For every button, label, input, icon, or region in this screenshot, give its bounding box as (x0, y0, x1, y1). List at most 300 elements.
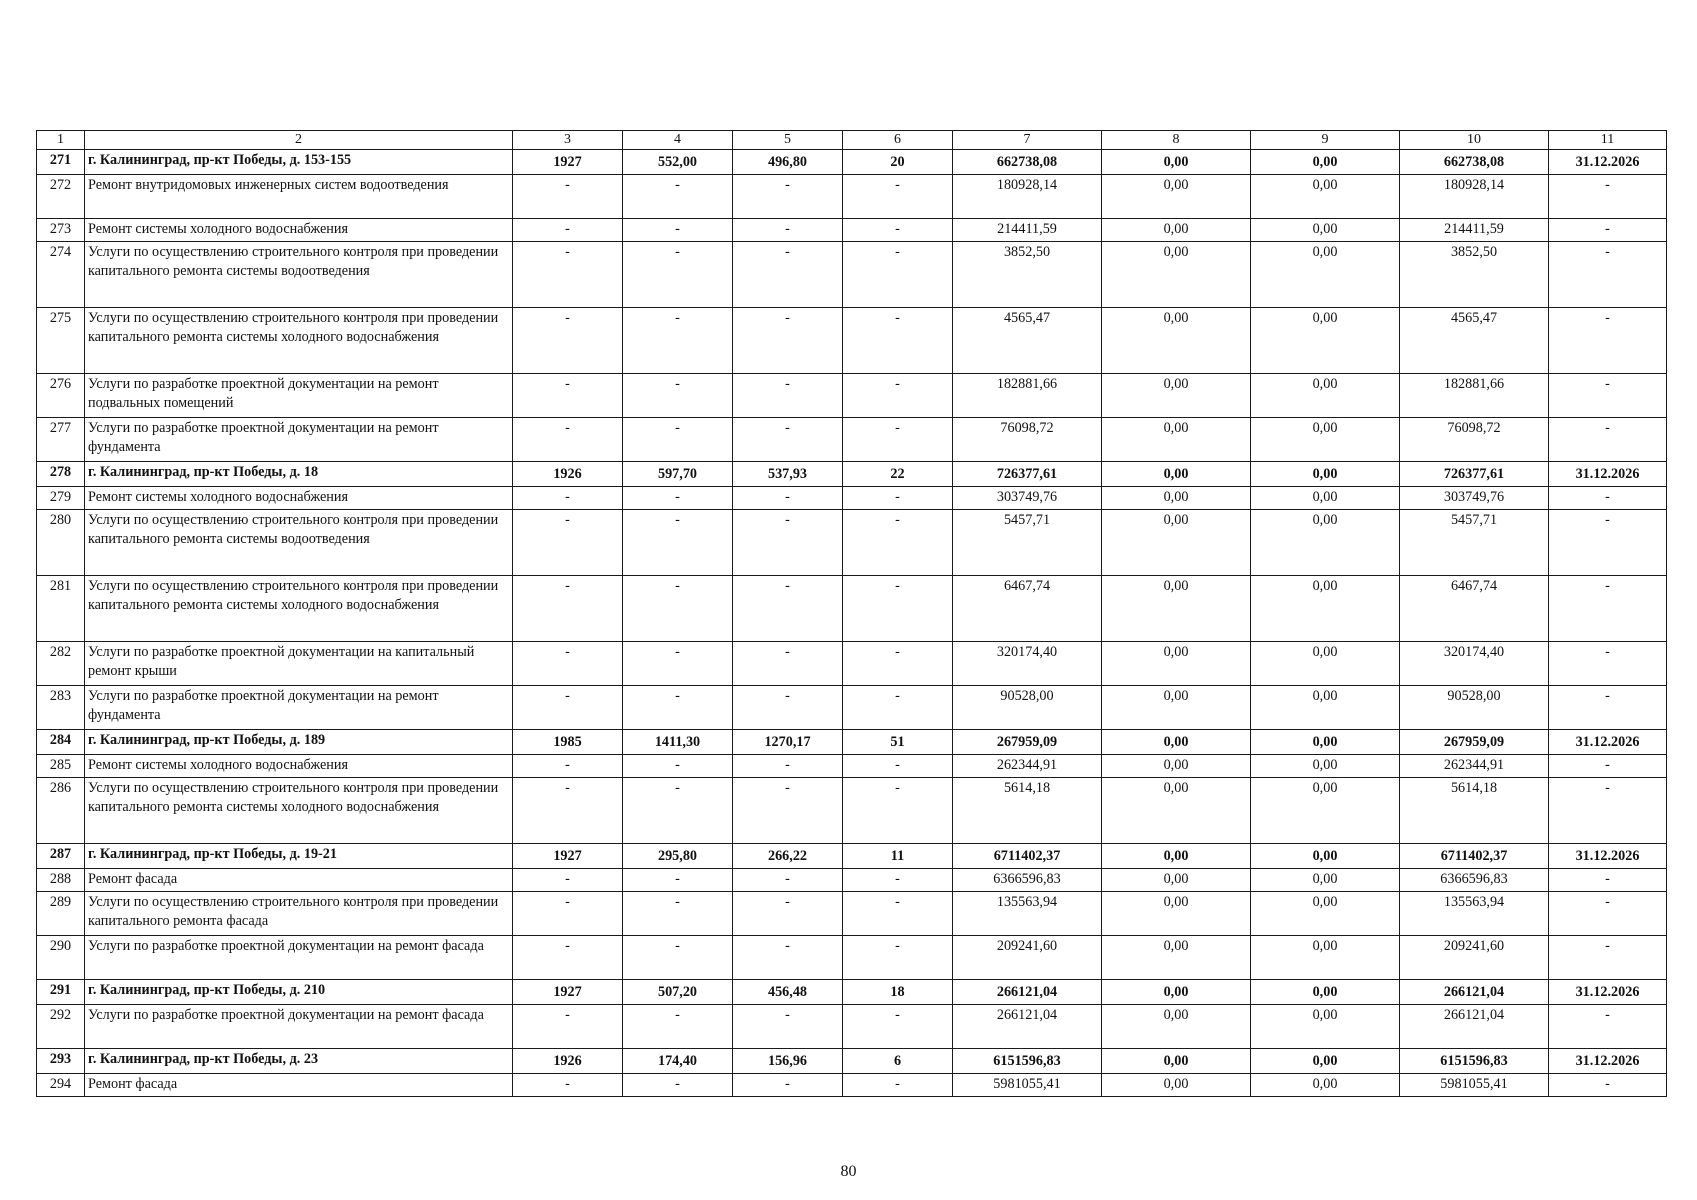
value-cell: - (1549, 487, 1667, 510)
value-cell: - (843, 510, 953, 576)
table-body (37, 150, 1667, 1097)
value-cell: - (843, 936, 953, 980)
column-header: 3 (513, 131, 623, 150)
row-number-cell: 278 (37, 462, 85, 487)
value-cell: 0,00 (1251, 510, 1400, 576)
value-cell: - (623, 175, 733, 219)
value-cell: - (623, 778, 733, 844)
value-cell: 0,00 (1251, 936, 1400, 980)
value-cell: 0,00 (1102, 576, 1251, 642)
value-cell: - (1549, 374, 1667, 418)
value-cell: - (623, 892, 733, 936)
value-cell: - (843, 1074, 953, 1097)
work-row (37, 642, 1667, 686)
value-cell: 552,00 (623, 150, 733, 175)
value-cell: - (513, 219, 623, 242)
address-row (37, 730, 1667, 755)
value-cell: - (843, 892, 953, 936)
description-cell: Ремонт системы холодного водоснабжения (85, 487, 513, 510)
column-header: 2 (85, 131, 513, 150)
value-cell: - (733, 892, 843, 936)
value-cell: 0,00 (1251, 892, 1400, 936)
description-cell: Услуги по разработке проектной документации на ремонт фундамента (85, 418, 513, 462)
row-number-cell: 276 (37, 374, 85, 418)
value-cell: 0,00 (1102, 219, 1251, 242)
value-cell: 4565,47 (1400, 308, 1549, 374)
value-cell: 1926 (513, 462, 623, 487)
value-cell: 0,00 (1251, 642, 1400, 686)
repair-register-table (36, 130, 1667, 1097)
description-cell: Услуги по осуществлению строительного контроля при проведении капитального ремонта системы холодного водоснабжения (85, 308, 513, 374)
description-cell: Услуги по осуществлению строительного контроля при проведении капитального ремонта системы водоотведения (85, 510, 513, 576)
work-row (37, 510, 1667, 576)
value-cell: 5457,71 (953, 510, 1102, 576)
description-cell: Услуги по осуществлению строительного контроля при проведении капитального ремонта фасада (85, 892, 513, 936)
value-cell: 0,00 (1102, 1074, 1251, 1097)
value-cell: 0,00 (1251, 686, 1400, 730)
value-cell: - (733, 308, 843, 374)
value-cell: 22 (843, 462, 953, 487)
description-cell: Услуги по разработке проектной документации на ремонт подвальных помещений (85, 374, 513, 418)
value-cell: - (843, 755, 953, 778)
value-cell: 1926 (513, 1049, 623, 1074)
value-cell: 262344,91 (953, 755, 1102, 778)
row-number-cell: 294 (37, 1074, 85, 1097)
value-cell: 303749,76 (1400, 487, 1549, 510)
value-cell: 3852,50 (1400, 242, 1549, 308)
value-cell: - (733, 487, 843, 510)
value-cell: - (623, 487, 733, 510)
value-cell: - (513, 1005, 623, 1049)
row-number-cell: 292 (37, 1005, 85, 1049)
value-cell: - (843, 308, 953, 374)
value-cell: - (1549, 308, 1667, 374)
value-cell: 0,00 (1102, 418, 1251, 462)
description-cell: Услуги по разработке проектной документации на ремонт фундамента (85, 686, 513, 730)
value-cell: 662738,08 (953, 150, 1102, 175)
value-cell: 0,00 (1251, 242, 1400, 308)
address-row (37, 150, 1667, 175)
value-cell: 0,00 (1102, 242, 1251, 308)
description-cell: г. Калининград, пр-кт Победы, д. 19-21 (85, 844, 513, 869)
row-number-cell: 288 (37, 869, 85, 892)
value-cell: 209241,60 (953, 936, 1102, 980)
value-cell: - (733, 242, 843, 308)
value-cell: 182881,66 (1400, 374, 1549, 418)
row-number-cell: 283 (37, 686, 85, 730)
value-cell: 90528,00 (953, 686, 1102, 730)
value-cell: 6366596,83 (1400, 869, 1549, 892)
value-cell: 0,00 (1102, 686, 1251, 730)
column-header: 1 (37, 131, 85, 150)
value-cell: - (513, 175, 623, 219)
value-cell: - (1549, 936, 1667, 980)
column-header: 5 (733, 131, 843, 150)
value-cell: 5457,71 (1400, 510, 1549, 576)
value-cell: 0,00 (1251, 1005, 1400, 1049)
row-number-cell: 280 (37, 510, 85, 576)
value-cell: 31.12.2026 (1549, 844, 1667, 869)
register-table-sheet (36, 130, 1666, 1097)
value-cell: 6366596,83 (953, 869, 1102, 892)
value-cell: 0,00 (1102, 642, 1251, 686)
description-cell: г. Калининград, пр-кт Победы, д. 23 (85, 1049, 513, 1074)
value-cell: - (623, 242, 733, 308)
value-cell: - (513, 242, 623, 308)
value-cell: 11 (843, 844, 953, 869)
description-cell: Ремонт фасада (85, 1074, 513, 1097)
address-row (37, 844, 1667, 869)
value-cell: - (623, 418, 733, 462)
value-cell: 3852,50 (953, 242, 1102, 308)
value-cell: - (623, 642, 733, 686)
column-number-row (37, 131, 1667, 150)
value-cell: 214411,59 (1400, 219, 1549, 242)
work-row (37, 892, 1667, 936)
value-cell: 209241,60 (1400, 936, 1549, 980)
work-row (37, 576, 1667, 642)
work-row (37, 869, 1667, 892)
value-cell: 4565,47 (953, 308, 1102, 374)
row-number-cell: 271 (37, 150, 85, 175)
value-cell: - (1549, 1005, 1667, 1049)
value-cell: - (513, 869, 623, 892)
description-cell: Услуги по осуществлению строительного контроля при проведении капитального ремонта системы холодного водоснабжения (85, 778, 513, 844)
value-cell: - (513, 642, 623, 686)
value-cell: 295,80 (623, 844, 733, 869)
value-cell: 214411,59 (953, 219, 1102, 242)
row-number-cell: 273 (37, 219, 85, 242)
value-cell: 0,00 (1102, 175, 1251, 219)
value-cell: 31.12.2026 (1549, 730, 1667, 755)
value-cell: 5614,18 (953, 778, 1102, 844)
value-cell: 0,00 (1251, 418, 1400, 462)
description-cell: г. Калининград, пр-кт Победы, д. 189 (85, 730, 513, 755)
value-cell: - (733, 936, 843, 980)
value-cell: 0,00 (1251, 576, 1400, 642)
row-number-cell: 287 (37, 844, 85, 869)
value-cell: - (843, 869, 953, 892)
column-header: 6 (843, 131, 953, 150)
value-cell: 180928,14 (953, 175, 1102, 219)
value-cell: - (843, 418, 953, 462)
row-number-cell: 289 (37, 892, 85, 936)
value-cell: - (1549, 1074, 1667, 1097)
value-cell: 267959,09 (953, 730, 1102, 755)
value-cell: - (843, 219, 953, 242)
work-row (37, 219, 1667, 242)
column-header: 4 (623, 131, 733, 150)
row-number-cell: 279 (37, 487, 85, 510)
value-cell: 266121,04 (953, 980, 1102, 1005)
value-cell: - (513, 892, 623, 936)
value-cell: 90528,00 (1400, 686, 1549, 730)
description-cell: Ремонт системы холодного водоснабжения (85, 219, 513, 242)
value-cell: 0,00 (1251, 730, 1400, 755)
value-cell: 0,00 (1102, 778, 1251, 844)
value-cell: 267959,09 (1400, 730, 1549, 755)
value-cell: 31.12.2026 (1549, 462, 1667, 487)
value-cell: - (733, 686, 843, 730)
column-header: 9 (1251, 131, 1400, 150)
value-cell: 0,00 (1102, 374, 1251, 418)
value-cell: 0,00 (1102, 150, 1251, 175)
value-cell: 303749,76 (953, 487, 1102, 510)
value-cell: 537,93 (733, 462, 843, 487)
value-cell: 5614,18 (1400, 778, 1549, 844)
value-cell: 0,00 (1102, 869, 1251, 892)
value-cell: 135563,94 (1400, 892, 1549, 936)
value-cell: - (733, 642, 843, 686)
description-cell: г. Калининград, пр-кт Победы, д. 210 (85, 980, 513, 1005)
description-cell: г. Калининград, пр-кт Победы, д. 18 (85, 462, 513, 487)
value-cell: - (1549, 219, 1667, 242)
value-cell: - (623, 1005, 733, 1049)
column-header: 11 (1549, 131, 1667, 150)
value-cell: 0,00 (1102, 487, 1251, 510)
value-cell: 6 (843, 1049, 953, 1074)
value-cell: 1927 (513, 150, 623, 175)
value-cell: - (513, 576, 623, 642)
work-row (37, 686, 1667, 730)
value-cell: 0,00 (1251, 487, 1400, 510)
value-cell: 1985 (513, 730, 623, 755)
row-number-cell: 281 (37, 576, 85, 642)
value-cell: 266121,04 (1400, 980, 1549, 1005)
value-cell: 5981055,41 (953, 1074, 1102, 1097)
value-cell: 597,70 (623, 462, 733, 487)
value-cell: - (513, 418, 623, 462)
row-number-cell: 285 (37, 755, 85, 778)
row-number-cell: 291 (37, 980, 85, 1005)
value-cell: - (1549, 869, 1667, 892)
value-cell: 0,00 (1102, 1005, 1251, 1049)
work-row (37, 308, 1667, 374)
value-cell: - (843, 576, 953, 642)
value-cell: 31.12.2026 (1549, 150, 1667, 175)
value-cell: 0,00 (1251, 150, 1400, 175)
value-cell: - (1549, 576, 1667, 642)
value-cell: 6467,74 (1400, 576, 1549, 642)
value-cell: - (513, 374, 623, 418)
work-row (37, 418, 1667, 462)
value-cell: - (1549, 755, 1667, 778)
value-cell: - (623, 869, 733, 892)
work-row (37, 175, 1667, 219)
work-row (37, 242, 1667, 308)
description-cell: г. Калининград, пр-кт Победы, д. 153-155 (85, 150, 513, 175)
value-cell: - (623, 219, 733, 242)
value-cell: 31.12.2026 (1549, 1049, 1667, 1074)
value-cell: 76098,72 (953, 418, 1102, 462)
value-cell: 726377,61 (1400, 462, 1549, 487)
value-cell: 6151596,83 (1400, 1049, 1549, 1074)
value-cell: - (733, 1074, 843, 1097)
value-cell: 6711402,37 (1400, 844, 1549, 869)
value-cell: - (513, 755, 623, 778)
value-cell: 0,00 (1102, 308, 1251, 374)
value-cell: 76098,72 (1400, 418, 1549, 462)
value-cell: 320174,40 (953, 642, 1102, 686)
value-cell: 0,00 (1251, 462, 1400, 487)
row-number-cell: 286 (37, 778, 85, 844)
row-number-cell: 282 (37, 642, 85, 686)
address-row (37, 1049, 1667, 1074)
value-cell: - (623, 308, 733, 374)
page-number: 80 (840, 1163, 857, 1180)
value-cell: 51 (843, 730, 953, 755)
value-cell: - (733, 576, 843, 642)
description-cell: Услуги по разработке проектной документации на ремонт фасада (85, 1005, 513, 1049)
value-cell: - (513, 686, 623, 730)
value-cell: - (623, 1074, 733, 1097)
value-cell: - (733, 374, 843, 418)
table-header (37, 131, 1667, 150)
value-cell: - (733, 219, 843, 242)
work-row (37, 487, 1667, 510)
value-cell: - (843, 686, 953, 730)
column-header: 8 (1102, 131, 1251, 150)
value-cell: - (513, 308, 623, 374)
value-cell: - (1549, 642, 1667, 686)
row-number-cell: 274 (37, 242, 85, 308)
value-cell: - (623, 576, 733, 642)
value-cell: - (733, 869, 843, 892)
value-cell: 0,00 (1102, 892, 1251, 936)
address-row (37, 980, 1667, 1005)
description-cell: Ремонт системы холодного водоснабжения (85, 755, 513, 778)
value-cell: 31.12.2026 (1549, 980, 1667, 1005)
value-cell: - (843, 642, 953, 686)
value-cell: 0,00 (1102, 844, 1251, 869)
value-cell: 262344,91 (1400, 755, 1549, 778)
value-cell: 0,00 (1102, 510, 1251, 576)
work-row (37, 755, 1667, 778)
value-cell: 0,00 (1251, 980, 1400, 1005)
value-cell: 182881,66 (953, 374, 1102, 418)
value-cell: - (843, 778, 953, 844)
value-cell: - (513, 1074, 623, 1097)
value-cell: 180928,14 (1400, 175, 1549, 219)
row-number-cell: 284 (37, 730, 85, 755)
value-cell: 662738,08 (1400, 150, 1549, 175)
value-cell: 135563,94 (953, 892, 1102, 936)
work-row (37, 1005, 1667, 1049)
value-cell: - (733, 778, 843, 844)
value-cell: - (733, 1005, 843, 1049)
value-cell: - (623, 755, 733, 778)
value-cell: - (1549, 242, 1667, 308)
column-header: 7 (953, 131, 1102, 150)
value-cell: 0,00 (1251, 374, 1400, 418)
value-cell: 0,00 (1251, 308, 1400, 374)
value-cell: 0,00 (1251, 175, 1400, 219)
value-cell: - (623, 374, 733, 418)
value-cell: 0,00 (1251, 778, 1400, 844)
value-cell: 174,40 (623, 1049, 733, 1074)
value-cell: 0,00 (1102, 936, 1251, 980)
value-cell: - (1549, 686, 1667, 730)
value-cell: - (843, 487, 953, 510)
value-cell: 1927 (513, 844, 623, 869)
value-cell: - (733, 175, 843, 219)
value-cell: - (623, 936, 733, 980)
description-cell: Услуги по осуществлению строительного контроля при проведении капитального ремонта системы водоотведения (85, 242, 513, 308)
value-cell: 507,20 (623, 980, 733, 1005)
value-cell: 6151596,83 (953, 1049, 1102, 1074)
value-cell: 6467,74 (953, 576, 1102, 642)
address-row (37, 462, 1667, 487)
value-cell: 0,00 (1102, 980, 1251, 1005)
value-cell: - (513, 487, 623, 510)
value-cell: 266121,04 (953, 1005, 1102, 1049)
work-row (37, 778, 1667, 844)
row-number-cell: 277 (37, 418, 85, 462)
value-cell: - (513, 510, 623, 576)
description-cell: Ремонт внутридомовых инженерных систем водоотведения (85, 175, 513, 219)
value-cell: 496,80 (733, 150, 843, 175)
value-cell: - (733, 510, 843, 576)
value-cell: 266,22 (733, 844, 843, 869)
row-number-cell: 293 (37, 1049, 85, 1074)
value-cell: 18 (843, 980, 953, 1005)
value-cell: - (733, 418, 843, 462)
value-cell: 0,00 (1102, 730, 1251, 755)
value-cell: 20 (843, 150, 953, 175)
description-cell: Услуги по осуществлению строительного контроля при проведении капитального ремонта системы холодного водоснабжения (85, 576, 513, 642)
description-cell: Услуги по разработке проектной документации на ремонт фасада (85, 936, 513, 980)
value-cell: 6711402,37 (953, 844, 1102, 869)
value-cell: 456,48 (733, 980, 843, 1005)
description-cell: Услуги по разработке проектной документации на капитальный ремонт крыши (85, 642, 513, 686)
row-number-cell: 290 (37, 936, 85, 980)
value-cell: - (1549, 892, 1667, 936)
value-cell: 0,00 (1102, 755, 1251, 778)
value-cell: 266121,04 (1400, 1005, 1549, 1049)
value-cell: 0,00 (1251, 219, 1400, 242)
value-cell: 0,00 (1251, 1074, 1400, 1097)
description-cell: Ремонт фасада (85, 869, 513, 892)
value-cell: - (1549, 175, 1667, 219)
value-cell: 0,00 (1251, 844, 1400, 869)
value-cell: 0,00 (1251, 755, 1400, 778)
value-cell: - (623, 686, 733, 730)
value-cell: - (843, 374, 953, 418)
value-cell: 726377,61 (953, 462, 1102, 487)
value-cell: - (623, 510, 733, 576)
value-cell: 1411,30 (623, 730, 733, 755)
value-cell: - (1549, 778, 1667, 844)
work-row (37, 1074, 1667, 1097)
value-cell: - (843, 175, 953, 219)
value-cell: 5981055,41 (1400, 1074, 1549, 1097)
value-cell: 1270,17 (733, 730, 843, 755)
value-cell: 0,00 (1251, 1049, 1400, 1074)
work-row (37, 374, 1667, 418)
value-cell: - (1549, 510, 1667, 576)
value-cell: 0,00 (1102, 462, 1251, 487)
value-cell: - (513, 936, 623, 980)
value-cell: - (513, 778, 623, 844)
row-number-cell: 272 (37, 175, 85, 219)
work-row (37, 936, 1667, 980)
value-cell: - (843, 1005, 953, 1049)
value-cell: - (843, 242, 953, 308)
value-cell: 320174,40 (1400, 642, 1549, 686)
row-number-cell: 275 (37, 308, 85, 374)
value-cell: 0,00 (1251, 869, 1400, 892)
value-cell: - (1549, 418, 1667, 462)
